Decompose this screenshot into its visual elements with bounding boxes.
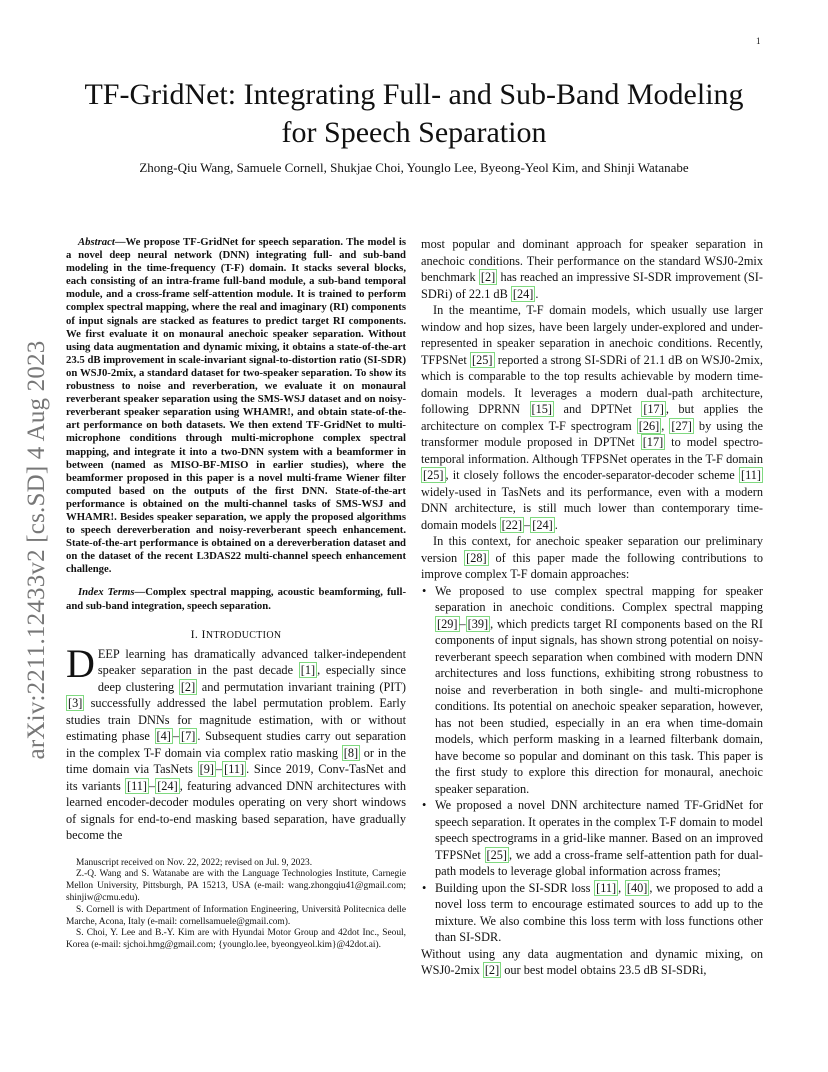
footnote-affiliation: S. Choi, Y. Lee and B.-Y. Kim are with Hyundai Motor Group and 42dot Inc., Seoul, Korea (e-mail: sjchoi.hmg@gmail.com; {younglo.lee, byeongyeol.kim}@42dot.ai). bbox=[66, 928, 406, 951]
citation-link[interactable]: [17] bbox=[642, 435, 664, 449]
citation-link[interactable]: [11] bbox=[740, 468, 761, 482]
citation-link[interactable]: [15] bbox=[531, 402, 553, 416]
arxiv-identifier-text: arXiv:2211.12433v2 [cs.SD] 4 Aug 2023 bbox=[23, 340, 50, 760]
citation-link[interactable]: [24] bbox=[532, 517, 553, 532]
text-run: of this paper made the following contributions to improve complex T-F domain approaches: bbox=[421, 550, 764, 581]
citation-link[interactable]: [26] bbox=[638, 418, 660, 433]
text-run: Building upon the SI-SDR loss bbox=[435, 880, 595, 895]
body-paragraph bbox=[421, 533, 763, 583]
index-terms bbox=[66, 586, 406, 612]
text-run: successfully addressed the label permutation problem. Early studies train DNNs for magnitude estimation, with or without estimating phase bbox=[66, 696, 406, 744]
text-run: – bbox=[459, 616, 466, 631]
citation-link[interactable]: [40] bbox=[626, 880, 648, 895]
list-item bbox=[421, 583, 763, 798]
footnotes bbox=[66, 858, 406, 952]
citation-link[interactable]: [4] bbox=[156, 729, 171, 744]
citation-link[interactable]: [25] bbox=[423, 468, 444, 482]
citation-link[interactable]: [25] bbox=[472, 352, 493, 367]
abstract-label: Abstract bbox=[78, 236, 115, 248]
text-run: . bbox=[554, 517, 558, 532]
text-run: , it closely follows the encoder-separator-decoder scheme bbox=[445, 468, 739, 482]
index-terms-label: Index Terms bbox=[78, 586, 135, 599]
citation-link[interactable]: [24] bbox=[157, 778, 178, 793]
citation-link[interactable]: [24] bbox=[512, 286, 534, 301]
text-run: . bbox=[535, 286, 539, 301]
citation-link[interactable]: [28] bbox=[466, 550, 487, 565]
citation-link[interactable]: [2] bbox=[180, 679, 196, 694]
author-list: Zhong-Qiu Wang, Samuele Cornell, Shukjae Choi, Younglo Lee, Byeong-Yeol Kim, and Shinji Watanabe bbox=[139, 160, 689, 175]
text-run: , bbox=[618, 880, 625, 895]
text-run: In the meantime, T-F domain models, which usually use larger window and hop sizes, have been largely under-explored and under-represented in speaker separation in anechoic conditions. Recently, TFPSNet bbox=[421, 303, 763, 367]
text-run: our best model obtains 23.5 dB SI-SDRi, bbox=[501, 963, 707, 977]
section-title-rest: NTRODUCTION bbox=[205, 629, 282, 641]
text-run: EEP learning has dramatically advanced talker-independent speaker separation in the past decade bbox=[97, 646, 406, 678]
section-heading-introduction bbox=[66, 627, 406, 642]
text-run: , featuring advanced DNN architectures with learned encoder-decoder modules operating on very short windows of signals for end-to-end masking based separation, have gradually become the bbox=[66, 778, 406, 843]
text-run: and permutation invariant training (PIT) bbox=[197, 679, 406, 694]
drop-cap: D bbox=[66, 640, 95, 686]
text-run: – bbox=[149, 778, 156, 793]
right-column bbox=[421, 236, 763, 979]
body-paragraph bbox=[421, 236, 763, 302]
citation-link[interactable]: [7] bbox=[181, 729, 196, 744]
text-run: Without using any data augmentation and dynamic mixing, on WSJ0-2mix bbox=[421, 946, 763, 977]
index-terms-text: —Complex spectral mapping, acoustic beamforming, full- and sub-band integration, speech separation. bbox=[66, 586, 406, 612]
text-run: to model spectro-temporal information. Although TFPSNet operates in the T-F domain bbox=[421, 435, 763, 466]
citation-link[interactable]: [9] bbox=[199, 762, 214, 777]
citation-link[interactable]: [2] bbox=[484, 963, 500, 977]
paper-title: TF-GridNet: Integrating Full- and Sub-Band Modeling for Speech Separation bbox=[84, 78, 744, 149]
citation-link[interactable]: [39] bbox=[467, 616, 489, 631]
text-run: reported a strong SI-SDRi of 21.1 dB on WSJ0-2mix, which is comparable to the top results achievable by modern time-domain models. It leverages a modern dual-path architecture, following DPRNN bbox=[421, 352, 763, 416]
arxiv-identifier bbox=[20, 290, 54, 810]
footnote-affiliation: S. Cornell is with Department of Information Engineering, Università Politecnica delle Marche, Acona, Italy (e-mail: cornellsamuele@gmail.com). bbox=[66, 904, 406, 927]
left-column bbox=[66, 236, 406, 952]
body-paragraph bbox=[421, 946, 763, 979]
text-run: We proposed a novel DNN architecture named TF-GridNet for speech separation. It operates in the complex T-F domain to model speech spectrograms in a grid-like manner. Based on an improved TFPSNet bbox=[435, 798, 763, 862]
text-run: . Subsequent studies carry out separation in the complex T-F domain via complex ratio masking bbox=[66, 729, 406, 760]
section-title-initial: I bbox=[201, 626, 206, 641]
text-run: – bbox=[524, 517, 531, 532]
abstract-text: —We propose TF-GridNet for speech separation. The model is a novel deep neural network (DNN) integrating full- and sub-band modeling in the time-frequency (T-F) domain. It stacks several blocks, each consisting of an intra-frame full-band module, a sub-band temporal module, and a cross-frame self-attention module. It is trained to perform complex spectral mapping, where the real and imaginary (RI) components of input signals are stacked as features to predict target RI components. We first evaluate it on monaural anechoic speaker separation. Without using data augmentation and dynamic mixing, it obtains a state-of-the-art 23.5 dB improvement in scale-invariant signal-to-distortion ratio (SI-SDR) on WSJ0-2mix, a standard dataset for two-speaker separation. To show its robustness to noise and reverberation, we evaluate it on monaural reverberant speaker separation using the SMS-WSJ dataset and on noisy-reverberant speaker separation using WHAMR!, and obtain state-of-the-art performance on both datasets. We then extend TF-GridNet to multi-microphone conditions through multi-microphone complex spectral mapping, and integrate it into a two-DNN system with a beamformer in between (named as MISO-BF-MISO in earlier studies), where the beamformer proposed in this paper is a novel multi-frame Wiener filter computed based on the outputs of the first DNN. State-of-the-art performance is obtained on the multi-channel tasks of SMS-WSJ and WHAMR!. Besides speaker separation, we apply the proposed algorithms to speech dereverberation and noisy-reverberant speech enhancement. State-of-the-art performance is obtained on a dereverberation dataset and on the dataset of the recent L3DAS22 multi-channel speech enhancement challenge. bbox=[66, 236, 406, 576]
citation-link[interactable]: [29] bbox=[437, 616, 458, 631]
text-run: , bbox=[661, 418, 670, 433]
list-item bbox=[421, 880, 763, 946]
text-run: , we add a cross-frame self-attention path for dual-path models to leverage global information across frames; bbox=[435, 847, 763, 878]
text-run: – bbox=[172, 729, 180, 744]
text-run: has reached an impressive SI-SDR improvement (SI-SDRi) of 22.1 dB bbox=[421, 270, 763, 301]
citation-link[interactable]: [11] bbox=[127, 778, 148, 793]
citation-link[interactable]: [11] bbox=[224, 762, 245, 777]
footnote-affiliation: Z.-Q. Wang and S. Watanabe are with the Language Technologies Institute, Carnegie Mellon University, Pittsburgh, PA 15213, USA (e-mail: wang.zhongqiu41@gmail.com; shinjiw@cmu.edu). bbox=[66, 869, 406, 904]
citation-link[interactable]: [25] bbox=[486, 847, 507, 862]
text-run: In this context, for anechoic speaker separation our preliminary version bbox=[421, 534, 763, 565]
text-run: . Since 2019, Conv-TasNet and its variants bbox=[66, 762, 406, 793]
text-run: We proposed to use complex spectral mapping for speaker separation in anechoic conditions. Complex spectral mapping bbox=[435, 583, 763, 614]
abstract bbox=[66, 236, 406, 576]
list-item bbox=[421, 797, 763, 880]
contribution-list bbox=[421, 583, 763, 946]
citation-link[interactable]: [11] bbox=[596, 880, 617, 895]
citation-link[interactable]: [3] bbox=[68, 696, 83, 711]
text-run: widely-used in TasNets and its performance, even with a modern DNN architecture, is still much lower than contemporary time-domain models bbox=[421, 484, 763, 532]
citation-link[interactable]: [2] bbox=[480, 270, 496, 284]
body-paragraph bbox=[421, 302, 763, 533]
text-run: most popular and dominant approach for speaker separation in anechoic conditions. Their performance on the standard WSJ0-2mix benchmark bbox=[421, 237, 763, 284]
text-run: , which predicts target RI components based on the RI components of input signals, has shown strong potential on noisy-reverberant speech separation when combined with modern DNN architectures and loss functions, exhibiting strong robustness to noise and reverberation in both single- and multi-microphone conditions. Its potential on anechoic speaker separation, however, has not been studied, especially in an era when time-domain models, which perform masking in a learned filterbank domain, have become so popular and dominant on this task. This paper is the first study to explore this direction for monaural, anechoic speaker separation. bbox=[435, 616, 763, 796]
text-run: , especially since deep clustering bbox=[97, 663, 406, 694]
text-run: or in the time domain via TasNets bbox=[66, 745, 406, 777]
text-run: – bbox=[215, 762, 223, 777]
text-run: , but applies the architecture on complex T-F spectrogram bbox=[421, 402, 763, 433]
citation-link[interactable]: [8] bbox=[343, 745, 359, 760]
page-number: 1 bbox=[756, 36, 761, 46]
citation-link[interactable]: [17] bbox=[643, 402, 664, 416]
intro-paragraph bbox=[66, 640, 406, 844]
citation-link[interactable]: [1] bbox=[300, 663, 316, 678]
text-run: and DPTNet bbox=[554, 402, 642, 416]
text-run: , we proposed to add a novel loss term to encourage estimated sources to add up to the mixture. We also combine this loss term with loss functions other than SI-SDR. bbox=[435, 880, 763, 944]
text-run: by using the transformer module proposed in DPTNet bbox=[421, 418, 763, 449]
citation-link[interactable]: [27] bbox=[671, 418, 692, 433]
section-number: I. bbox=[190, 626, 199, 641]
citation-link[interactable]: [22] bbox=[501, 517, 523, 532]
footnote-received: Manuscript received on Nov. 22, 2022; revised on Jul. 9, 2023. bbox=[76, 857, 313, 868]
